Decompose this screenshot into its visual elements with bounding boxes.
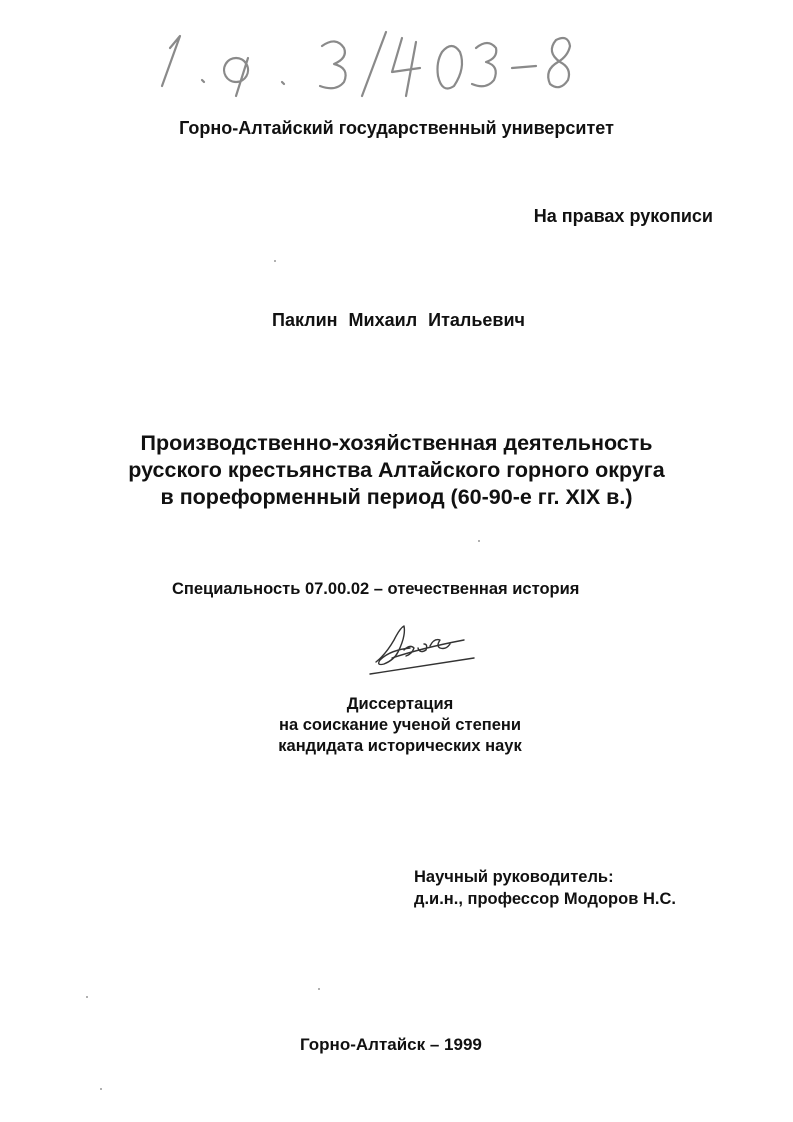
title-line-2: русского крестьянства Алтайского горного округа (128, 458, 665, 482)
title-line-1: Производственно-хозяйственная деятельность (140, 431, 653, 455)
city-year: Горно-Алтайск – 1999 (300, 1035, 482, 1054)
scan-speck (318, 988, 320, 990)
scan-speck (274, 260, 276, 262)
supervisor-name: д.и.н., профессор Модоров Н.С. (414, 890, 676, 908)
university-name: Горно-Алтайский государственный университет (179, 118, 614, 138)
supervisor-block (414, 866, 676, 910)
scan-speck (478, 540, 480, 542)
scan-speck (86, 996, 88, 998)
dissertation-degree-block (250, 694, 550, 757)
title-line-3: в пореформенный период (60-90-е гг. XIX в.) (160, 485, 633, 509)
supervisor-label: Научный руководитель: (414, 868, 614, 886)
rights-note: На правах рукописи (533, 206, 713, 226)
handwritten-catalog-number-icon (140, 18, 600, 108)
specialty-line: Специальность 07.00.02 – отечественная история (172, 580, 580, 598)
degree-line-2: на соискание ученой степени (279, 716, 521, 734)
author-name: Паклин Михаил Итальевич (272, 310, 525, 330)
degree-line-3: кандидата исторических наук (278, 737, 522, 755)
degree-line-1: Диссертация (346, 695, 454, 713)
dissertation-title (0, 430, 793, 511)
handwritten-signature-icon (362, 618, 482, 678)
scan-speck (100, 1088, 102, 1090)
